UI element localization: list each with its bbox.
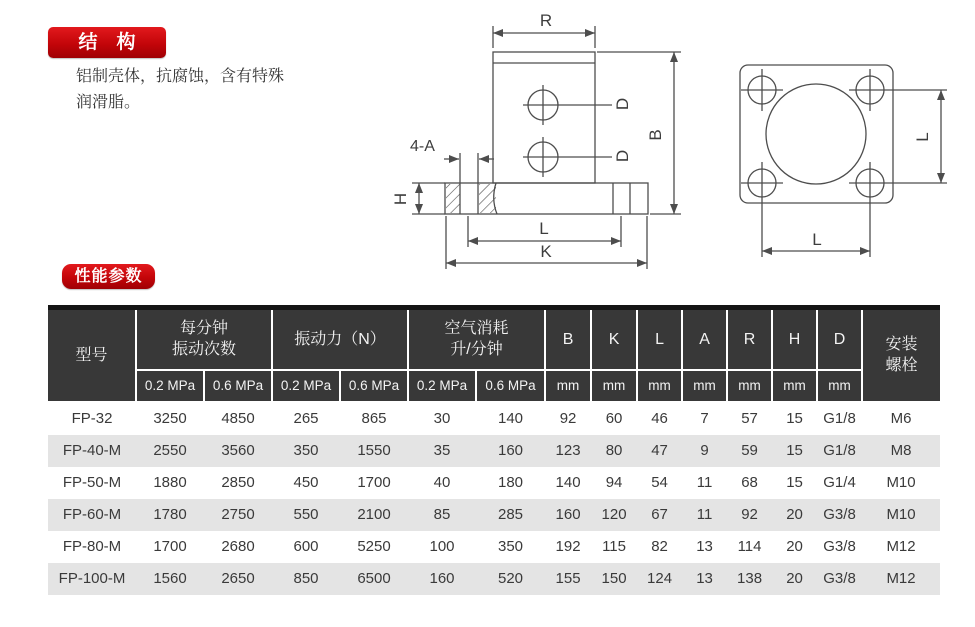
subheader-unit: mm bbox=[637, 370, 682, 402]
col-header-r: R bbox=[727, 308, 772, 370]
value-cell: 160 bbox=[408, 563, 476, 595]
dim-label-k: K bbox=[540, 242, 552, 261]
value-cell: 114 bbox=[727, 531, 772, 563]
value-cell: 68 bbox=[727, 467, 772, 499]
col-header-h: H bbox=[772, 308, 817, 370]
value-cell: 265 bbox=[272, 402, 340, 435]
value-cell: 13 bbox=[682, 531, 727, 563]
col-header-model: 型号 bbox=[48, 308, 136, 402]
dim-label-l-right: L bbox=[913, 132, 932, 142]
header-line: 振动次数 bbox=[172, 341, 237, 359]
dim-label-b: B bbox=[646, 129, 665, 141]
value-cell: 160 bbox=[545, 499, 591, 531]
value-cell: 450 bbox=[272, 467, 340, 499]
value-cell: 60 bbox=[591, 402, 637, 435]
dim-label-r: R bbox=[539, 11, 553, 30]
subheader-unit: mm bbox=[545, 370, 591, 402]
value-cell: 2750 bbox=[204, 499, 272, 531]
value-cell: 11 bbox=[682, 499, 727, 531]
value-cell: 15 bbox=[772, 467, 817, 499]
value-cell: 3560 bbox=[204, 435, 272, 467]
subheader-unit: mm bbox=[682, 370, 727, 402]
value-cell: 30 bbox=[408, 402, 476, 435]
value-cell: 285 bbox=[476, 499, 545, 531]
subheader-pressure: 0.2 MPa bbox=[136, 370, 204, 402]
col-header-b: B bbox=[545, 308, 591, 370]
header-line: 每分钟 bbox=[180, 320, 229, 338]
value-cell: 865 bbox=[340, 402, 408, 435]
value-cell: 15 bbox=[772, 402, 817, 435]
table-header-row-2 bbox=[48, 370, 940, 402]
value-cell: 94 bbox=[591, 467, 637, 499]
value-cell: 57 bbox=[727, 402, 772, 435]
header-line: 空气消耗 bbox=[444, 320, 509, 338]
value-cell: G3/8 bbox=[817, 563, 862, 595]
value-cell: 520 bbox=[476, 563, 545, 595]
model-cell: FP-100-M bbox=[48, 563, 136, 595]
subheader-pressure: 0.2 MPa bbox=[408, 370, 476, 402]
table-row bbox=[48, 499, 940, 531]
structure-description-line1: 铝制壳体，抗腐蚀，含有特殊 bbox=[76, 68, 285, 85]
value-cell: 7 bbox=[682, 402, 727, 435]
value-cell: 1780 bbox=[136, 499, 204, 531]
subheader-pressure: 0.6 MPa bbox=[204, 370, 272, 402]
value-cell: 140 bbox=[476, 402, 545, 435]
table-row bbox=[48, 402, 940, 435]
value-cell: M6 bbox=[862, 402, 940, 435]
value-cell: 35 bbox=[408, 435, 476, 467]
subheader-pressure: 0.6 MPa bbox=[340, 370, 408, 402]
subheader-pressure: 0.2 MPa bbox=[272, 370, 340, 402]
value-cell: 85 bbox=[408, 499, 476, 531]
value-cell: 46 bbox=[637, 402, 682, 435]
value-cell: 1550 bbox=[340, 435, 408, 467]
top-view-drawing bbox=[740, 65, 947, 257]
col-header-air-consumption bbox=[408, 308, 545, 370]
table-row bbox=[48, 467, 940, 499]
value-cell: M10 bbox=[862, 467, 940, 499]
subheader-unit: mm bbox=[772, 370, 817, 402]
value-cell: 2100 bbox=[340, 499, 408, 531]
model-cell: FP-60-M bbox=[48, 499, 136, 531]
value-cell: G1/8 bbox=[817, 402, 862, 435]
dim-label-l-bottom: L bbox=[812, 230, 822, 249]
value-cell: 1700 bbox=[136, 531, 204, 563]
dim-label-d-bottom: D bbox=[613, 149, 632, 163]
dim-label-h: H bbox=[391, 192, 410, 206]
value-cell: M10 bbox=[862, 499, 940, 531]
col-header-l: L bbox=[637, 308, 682, 370]
value-cell: 155 bbox=[545, 563, 591, 595]
value-cell: 120 bbox=[591, 499, 637, 531]
value-cell: 3250 bbox=[136, 402, 204, 435]
col-header-vibration-force: 振动力（N） bbox=[272, 308, 408, 370]
value-cell: 115 bbox=[591, 531, 637, 563]
value-cell: 20 bbox=[772, 499, 817, 531]
value-cell: G3/8 bbox=[817, 531, 862, 563]
performance-table bbox=[48, 305, 940, 595]
value-cell: 4850 bbox=[204, 402, 272, 435]
value-cell: 150 bbox=[591, 563, 637, 595]
col-header-mounting-bolt bbox=[862, 308, 940, 402]
value-cell: 20 bbox=[772, 531, 817, 563]
value-cell: 5250 bbox=[340, 531, 408, 563]
subheader-unit: mm bbox=[817, 370, 862, 402]
value-cell: 92 bbox=[727, 499, 772, 531]
value-cell: 180 bbox=[476, 467, 545, 499]
value-cell: 80 bbox=[591, 435, 637, 467]
col-header-vibrations-per-minute bbox=[136, 308, 272, 370]
value-cell: 550 bbox=[272, 499, 340, 531]
value-cell: M12 bbox=[862, 563, 940, 595]
value-cell: G1/8 bbox=[817, 435, 862, 467]
value-cell: 20 bbox=[772, 563, 817, 595]
value-cell: 192 bbox=[545, 531, 591, 563]
structure-description-line2: 润滑脂。 bbox=[76, 94, 141, 111]
model-cell: FP-40-M bbox=[48, 435, 136, 467]
value-cell: 1560 bbox=[136, 563, 204, 595]
value-cell: 15 bbox=[772, 435, 817, 467]
value-cell: 59 bbox=[727, 435, 772, 467]
value-cell: 67 bbox=[637, 499, 682, 531]
value-cell: 2850 bbox=[204, 467, 272, 499]
table-row bbox=[48, 435, 940, 467]
header-line: 升/分钟 bbox=[450, 341, 503, 359]
value-cell: 9 bbox=[682, 435, 727, 467]
model-cell: FP-50-M bbox=[48, 467, 136, 499]
value-cell: 6500 bbox=[340, 563, 408, 595]
structure-description bbox=[76, 64, 356, 116]
value-cell: 13 bbox=[682, 563, 727, 595]
col-header-d: D bbox=[817, 308, 862, 370]
table-header-row-1 bbox=[48, 308, 940, 370]
model-cell: FP-32 bbox=[48, 402, 136, 435]
header-line: 安装 bbox=[885, 336, 918, 354]
header-line: 螺栓 bbox=[885, 357, 918, 375]
value-cell: 2680 bbox=[204, 531, 272, 563]
value-cell: 140 bbox=[545, 467, 591, 499]
model-cell: FP-80-M bbox=[48, 531, 136, 563]
structure-badge: 结 构 bbox=[48, 27, 166, 58]
value-cell: 92 bbox=[545, 402, 591, 435]
value-cell: 1700 bbox=[340, 467, 408, 499]
table-row bbox=[48, 531, 940, 563]
value-cell: 600 bbox=[272, 531, 340, 563]
value-cell: 1880 bbox=[136, 467, 204, 499]
value-cell: 350 bbox=[476, 531, 545, 563]
value-cell: G1/4 bbox=[817, 467, 862, 499]
value-cell: M8 bbox=[862, 435, 940, 467]
front-view-drawing bbox=[391, 11, 681, 269]
value-cell: 2650 bbox=[204, 563, 272, 595]
value-cell: 138 bbox=[727, 563, 772, 595]
dim-label-l: L bbox=[539, 219, 549, 238]
value-cell: 100 bbox=[408, 531, 476, 563]
subheader-pressure: 0.6 MPa bbox=[476, 370, 545, 402]
value-cell: 350 bbox=[272, 435, 340, 467]
value-cell: 54 bbox=[637, 467, 682, 499]
value-cell: 11 bbox=[682, 467, 727, 499]
table-row bbox=[48, 563, 940, 595]
value-cell: 40 bbox=[408, 467, 476, 499]
subheader-unit: mm bbox=[727, 370, 772, 402]
col-header-k: K bbox=[591, 308, 637, 370]
value-cell: 82 bbox=[637, 531, 682, 563]
value-cell: 160 bbox=[476, 435, 545, 467]
value-cell: 850 bbox=[272, 563, 340, 595]
performance-badge: 性能参数 bbox=[62, 264, 155, 289]
technical-drawings bbox=[385, 8, 970, 278]
value-cell: 123 bbox=[545, 435, 591, 467]
dim-label-4a: 4-A bbox=[410, 138, 435, 155]
value-cell: M12 bbox=[862, 531, 940, 563]
subheader-unit: mm bbox=[591, 370, 637, 402]
table-body bbox=[48, 402, 940, 595]
value-cell: G3/8 bbox=[817, 499, 862, 531]
col-header-a: A bbox=[682, 308, 727, 370]
value-cell: 47 bbox=[637, 435, 682, 467]
dim-label-d-top: D bbox=[613, 97, 632, 111]
value-cell: 124 bbox=[637, 563, 682, 595]
value-cell: 2550 bbox=[136, 435, 204, 467]
